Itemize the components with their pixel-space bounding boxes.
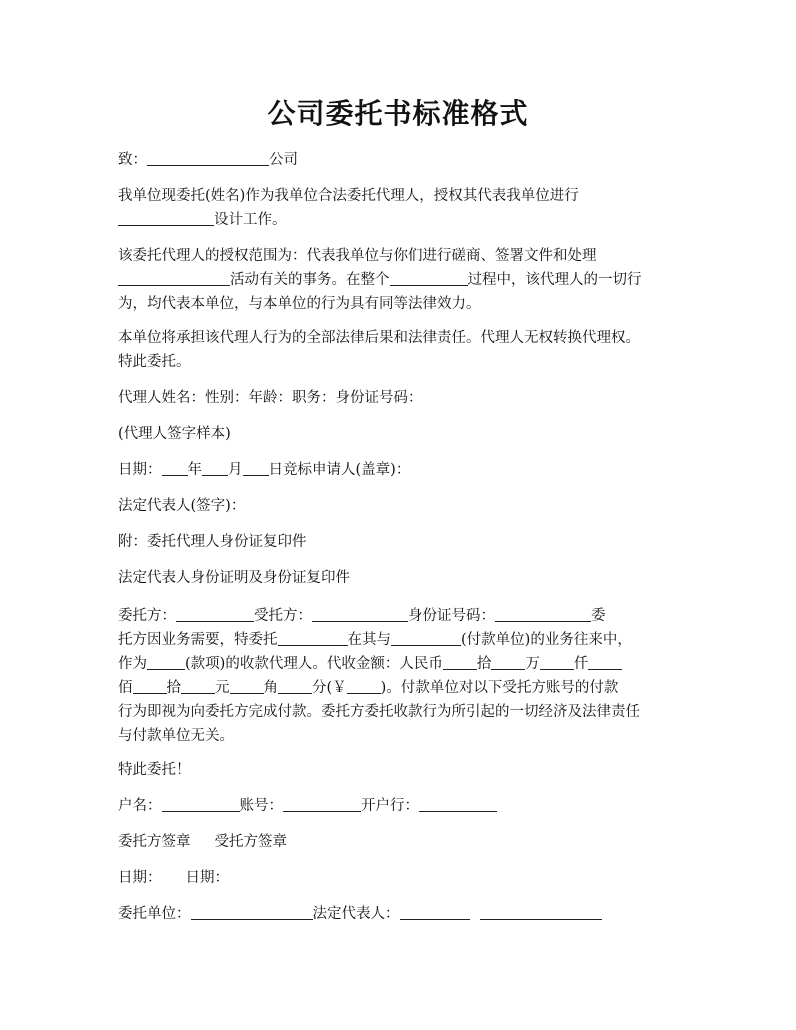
paragraph-1 (118, 184, 680, 232)
yuan-blank[interactable] (181, 677, 215, 694)
account-number-blank[interactable] (283, 795, 361, 812)
legal-rep-sign-line: 法定代表人(签字)： (118, 498, 246, 514)
trailing-blank[interactable] (480, 903, 602, 920)
p2-line-2-a: 活动有关的事务。在整个 (230, 272, 390, 288)
client-unit-blank[interactable] (191, 903, 313, 920)
legal-rep-label: 法定代表人： (312, 906, 400, 922)
account-name-blank[interactable] (162, 795, 240, 812)
agent-date-label: 日期： (185, 870, 229, 886)
bank-blank[interactable] (419, 795, 497, 812)
shi-wan-blank[interactable] (443, 653, 477, 670)
attachment-2: 法定代表人身份证明及身份证复印件 (118, 570, 350, 586)
p1-line-2-suffix: 设计工作。 (214, 212, 287, 228)
addressee-suffix: 公司 (269, 152, 298, 168)
fen-blank[interactable] (278, 677, 312, 694)
special-entrust-line: 特此委托！ (118, 762, 191, 778)
client-date-label: 日期： (118, 870, 162, 886)
p1-line-1: 我单位现委托(姓名)作为我单位合法委托代理人，授权其代表我单位进行 (118, 188, 579, 204)
document-title: 公司委托书标准格式 (267, 97, 529, 130)
p2-line-2-b: 过程中，该代理人的一切行 (467, 272, 642, 288)
client-unit-label: 委托单位： (118, 906, 191, 922)
agent-label: 受托方： (254, 608, 312, 624)
wan-blank[interactable] (491, 653, 525, 670)
paragraph-2 (118, 244, 680, 316)
paragraph-3 (118, 326, 680, 374)
year-label: 年 (187, 462, 202, 478)
amount-figure-blank[interactable] (347, 677, 381, 694)
client-blank[interactable] (176, 605, 254, 622)
date-label: 日期： (118, 462, 162, 478)
qian-blank[interactable] (540, 653, 574, 670)
payer-blank[interactable] (391, 629, 461, 646)
entrust-blank[interactable] (278, 629, 348, 646)
p2-line-1: 该委托代理人的授权范围为：代表我单位与你们进行磋商、签署文件和处理 (118, 248, 597, 264)
client-label: 委托方： (118, 608, 176, 624)
day-applicant-label: 日竞标申请人(盖章)： (268, 462, 411, 478)
jiao-blank[interactable] (230, 677, 264, 694)
agent-blank[interactable] (312, 605, 408, 622)
agent-info-line: 代理人姓名：性别：年龄：职务：身份证号码： (118, 390, 423, 406)
dates-line (118, 866, 680, 890)
p3-line-2: 特此委托。 (118, 354, 191, 370)
addressee-line (118, 148, 680, 172)
company-blank[interactable] (147, 149, 269, 166)
account-number-label: 账号： (239, 798, 283, 814)
agent-signature-line: (代理人签字样本) (118, 426, 231, 442)
bank-label: 开户行： (361, 798, 419, 814)
item-blank[interactable] (147, 653, 185, 670)
shi-blank[interactable] (133, 677, 167, 694)
account-line (118, 794, 680, 818)
month-label: 月 (228, 462, 243, 478)
final-line (118, 902, 680, 926)
client-seal-label: 委托方签章 (118, 834, 191, 850)
p3-line-1: 本单位将承担该代理人行为的全部法律后果和法律责任。代理人无权转换代理权。 (118, 330, 640, 346)
month-blank[interactable] (202, 459, 228, 476)
day-blank[interactable] (243, 459, 269, 476)
id-number-blank[interactable] (495, 605, 591, 622)
bai-blank[interactable] (588, 653, 622, 670)
design-work-blank[interactable] (118, 209, 214, 226)
addressee-prefix: 致： (118, 152, 147, 168)
collection-paragraph: 委托方： 受托方： 身份证号码： 委 托方因业务需要，特委托 在其与 (付款单位)的业务往来中， 作为 (款项)的收款代理人。代收金额：人民币 拾 万 仟 佰 拾 元 角 分(￥ )。付款单位对以下受托方账号的付款 行为即视为向委托方完成付款。委托方委托收款行为所引起的一切经济及法律责任 与付款单位无关。 (118, 604, 680, 748)
account-name-label: 户名： (118, 798, 162, 814)
process-blank[interactable] (390, 269, 468, 286)
year-blank[interactable] (162, 459, 188, 476)
activity-blank[interactable] (118, 269, 230, 286)
date-line (118, 458, 680, 482)
agent-seal-label: 受托方签章 (214, 834, 287, 850)
attachment-1: 附：委托代理人身份证复印件 (118, 534, 307, 550)
legal-rep-blank[interactable] (400, 903, 470, 920)
p2-line-3: 为，均代表本单位，与本单位的行为具有同等法律效力。 (118, 296, 481, 312)
id-number-label: 身份证号码： (408, 608, 495, 624)
seals-line (118, 830, 680, 854)
